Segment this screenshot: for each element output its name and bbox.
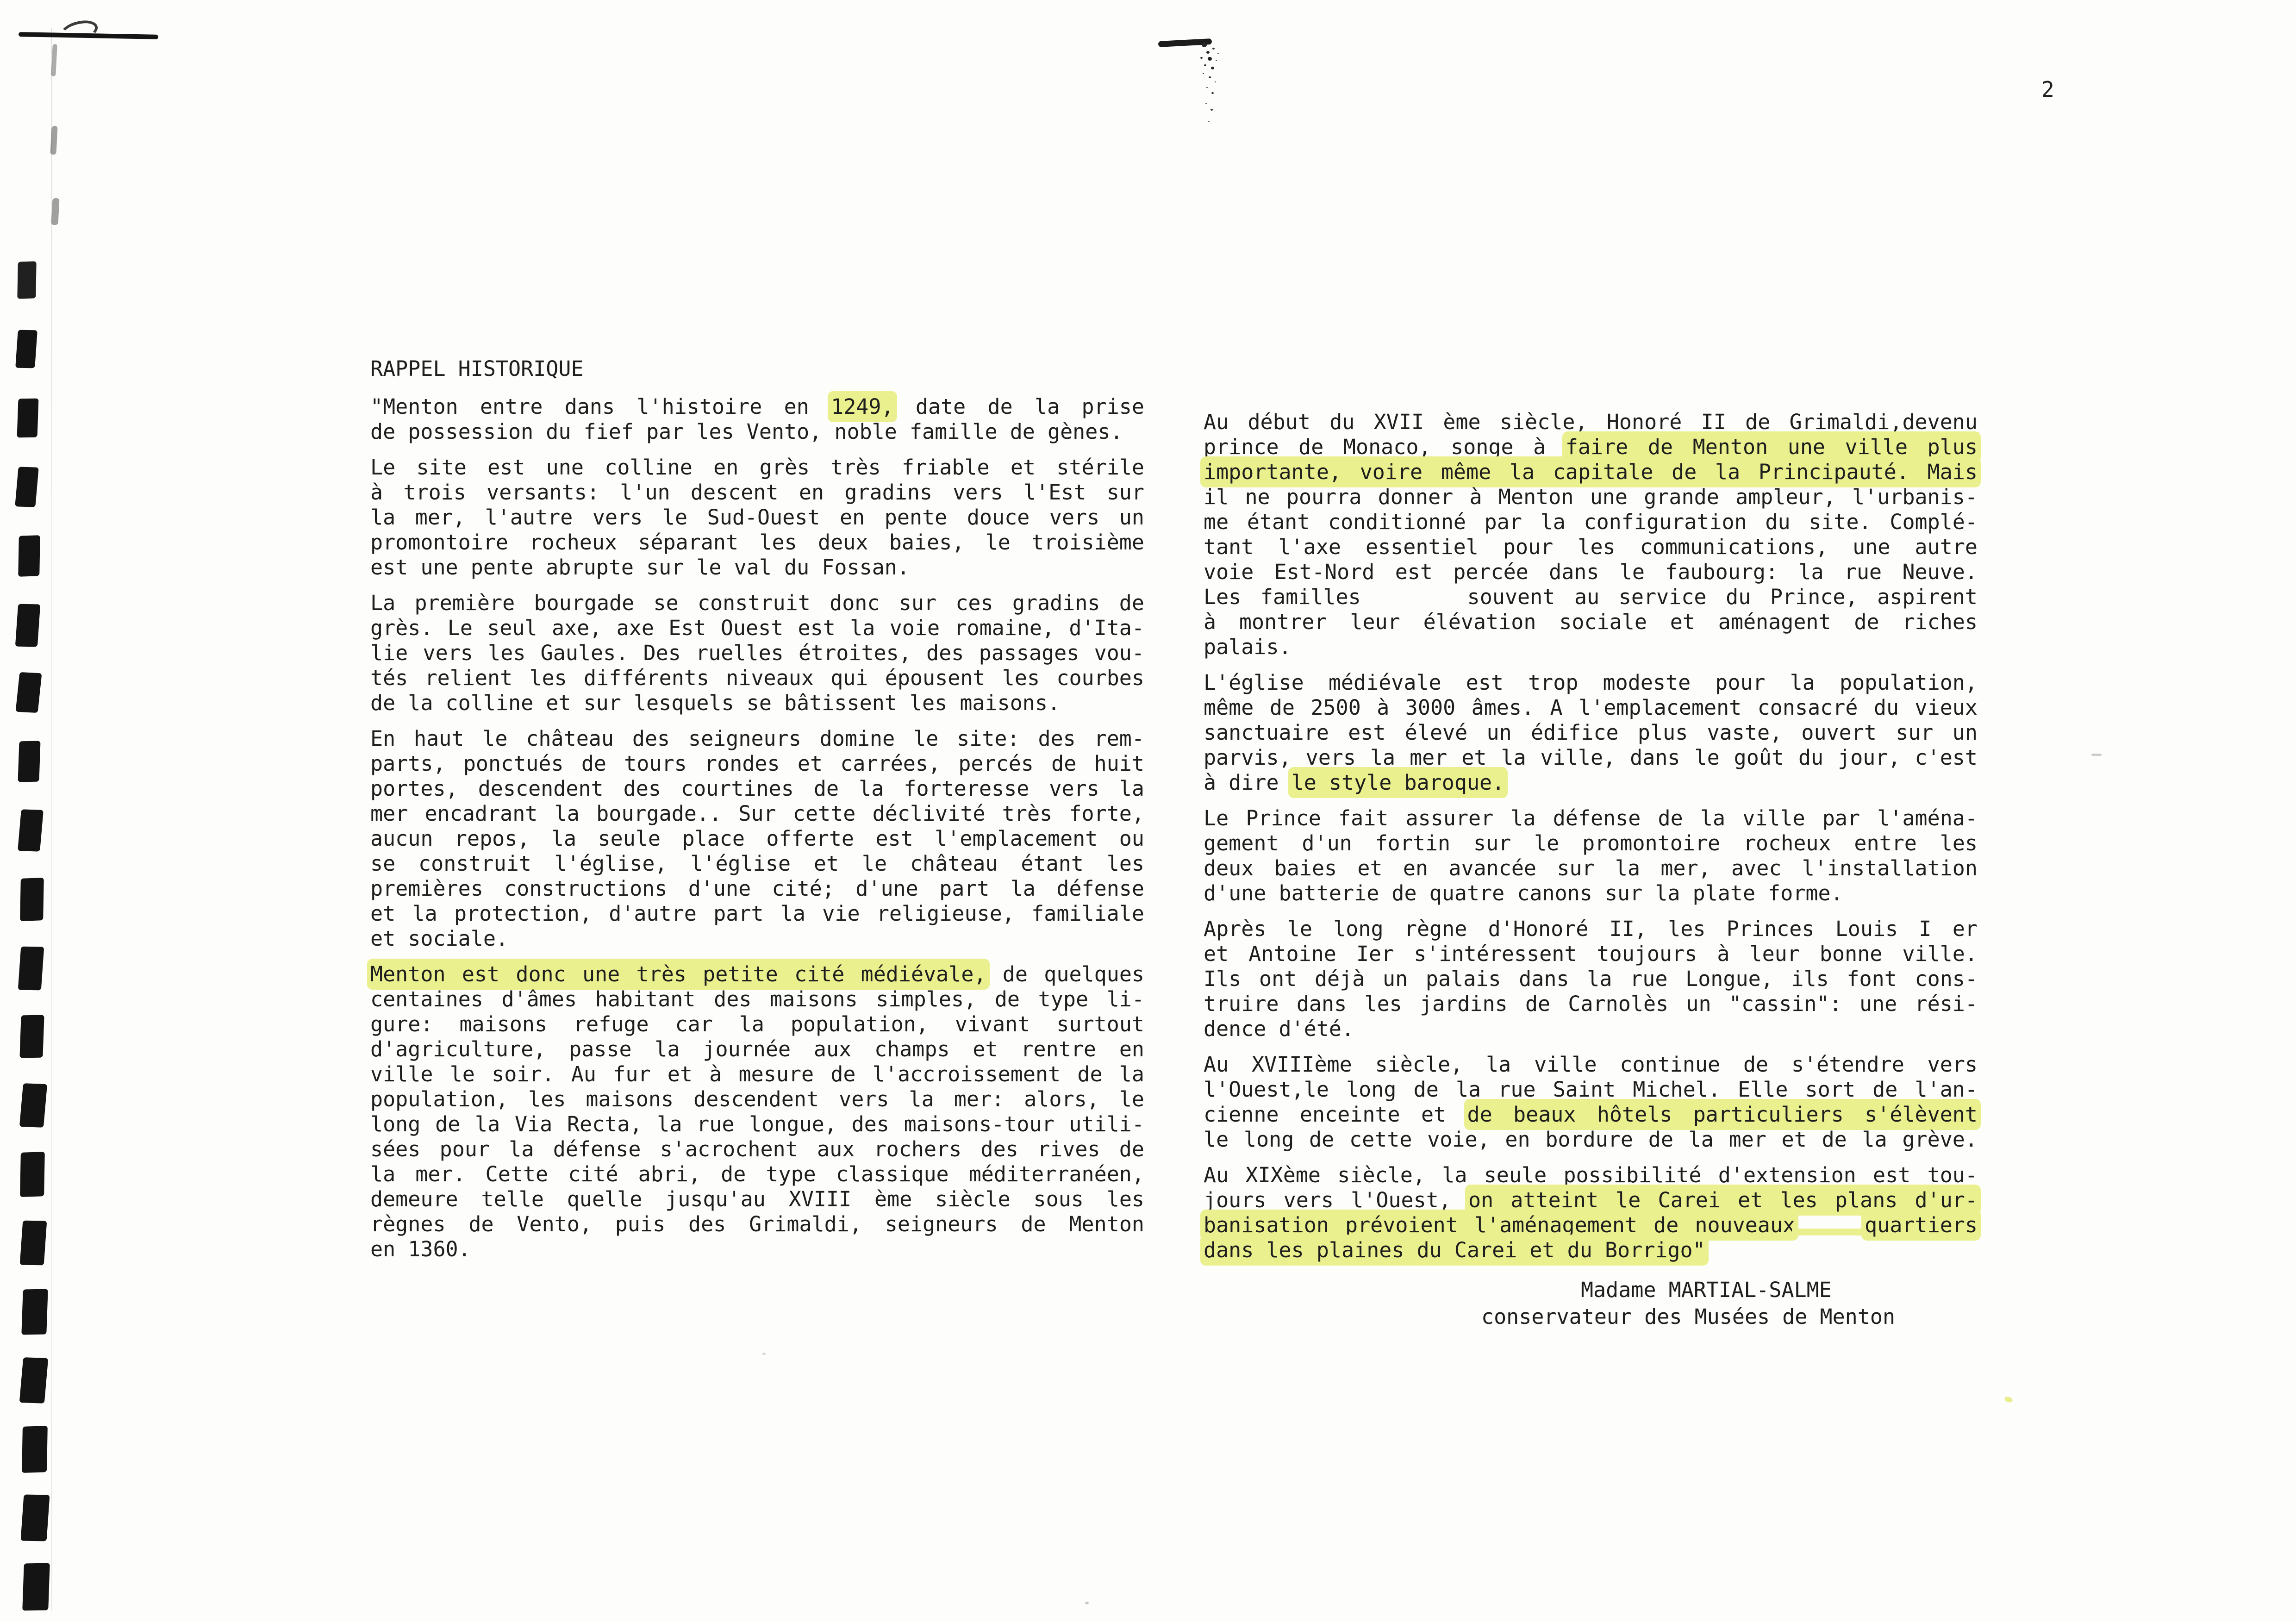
- text-line: [370, 1112, 1144, 1137]
- text-segment: et la protection, d'autre part la vie religieuse, familiale: [370, 901, 1144, 926]
- page-edge-line: [51, 28, 52, 1611]
- text-line: [1204, 635, 1978, 660]
- binding-mark: [19, 1083, 47, 1128]
- text-line: [1204, 1188, 1978, 1213]
- text-line: [1204, 806, 1978, 831]
- text-line: [370, 394, 1144, 419]
- text-segment: jours vers l'Ouest,: [1204, 1188, 1469, 1212]
- text-line: [370, 926, 1144, 951]
- text-line: [370, 1062, 1144, 1087]
- document-title: RAPPEL HISTORIQUE: [370, 356, 584, 381]
- page-number: 2: [2041, 77, 2054, 102]
- text-segment: La première bourgade se construit donc sur ces gradins de: [370, 591, 1144, 615]
- text-segment: portes, descendent des courtines de la forteresse vers la: [370, 776, 1144, 801]
- text-segment: souvent au service du Prince, aspirent: [1467, 585, 1978, 609]
- highlighted-text: 1249,: [831, 394, 894, 419]
- paragraph: [1204, 670, 1978, 795]
- text-line: [1204, 535, 1978, 560]
- text-segment: la mer, l'autre vers le Sud-Ouest en pente douce vers un: [370, 505, 1144, 530]
- text-line: [1204, 992, 1978, 1017]
- text-segment: voie Est-Nord est percée dans le faubourg: la rue Neuve.: [1204, 560, 1978, 584]
- binding-mark: [18, 535, 40, 577]
- text-segment: et Antoine Ier s'intéressent toujours à leur bonne ville.: [1204, 942, 1978, 966]
- text-line: [370, 555, 1144, 580]
- top-scan-curl: [58, 17, 100, 45]
- text-segment: sanctuaire est élevé un édifice plus vaste, ouvert sur un: [1204, 720, 1978, 745]
- binding-mark: [19, 1015, 44, 1058]
- highlighted-text: le style baroque.: [1291, 770, 1505, 795]
- text-line: [370, 530, 1144, 555]
- paragraph: [370, 962, 1144, 1262]
- text-segment: "Menton entre dans l'histoire en: [370, 394, 831, 419]
- binding-mark: [20, 878, 44, 921]
- text-segment: l'Ouest,le long de la rue Saint Michel. Elle sort de l'an-: [1204, 1077, 1978, 1102]
- text-line: [370, 1162, 1144, 1187]
- text-segment: en 1360.: [370, 1237, 471, 1261]
- text-line: [1204, 435, 1978, 460]
- text-line: [370, 751, 1144, 776]
- text-segment: promontoire rocheux séparant les deux baies, le troisième: [370, 530, 1144, 555]
- text-line: [370, 691, 1144, 716]
- text-line: [1204, 942, 1978, 967]
- text-line: [1204, 410, 1978, 435]
- text-line: [1204, 745, 1978, 770]
- text-segment: aucun repos, la seule place offerte est l'emplacement ou: [370, 826, 1144, 851]
- highlighted-text: dans les plaines du Carei et du Borrigo": [1204, 1238, 1705, 1262]
- text-segment: centaines d'âmes habitant des maisons simples, de type li-: [370, 987, 1144, 1011]
- dust-speck: [762, 1353, 766, 1355]
- highlighted-text: on atteint le Carei et les plans d'ur-: [1468, 1188, 1978, 1212]
- text-line: [1204, 917, 1978, 942]
- text-segment: à trois versants: l'un descent en gradins vers l'Est sur: [370, 480, 1144, 505]
- text-segment: long de la Via Recta, la rue longue, des maisons-tour utili-: [370, 1112, 1144, 1136]
- text-segment: population, les maisons descendent vers la mer: alors, le: [370, 1087, 1144, 1111]
- top-scan-line: [19, 32, 158, 39]
- binding-mark: [17, 261, 36, 299]
- highlighted-text: de beaux hôtels particuliers s'élèvent: [1467, 1102, 1978, 1127]
- text-segment: date de la prise: [893, 394, 1144, 419]
- text-line: [370, 851, 1144, 876]
- dust-speck: [2091, 754, 2102, 756]
- binding-mark: [15, 604, 40, 647]
- text-segment: ville le soir. Au fur et à mesure de l'accroissement de la: [370, 1062, 1144, 1086]
- text-line: [370, 1212, 1144, 1237]
- binding-mark: [19, 1357, 49, 1404]
- text-segment: mer encadrant la bourgade.. Sur cette déclivité très forte,: [370, 801, 1144, 826]
- text-line: [370, 776, 1144, 801]
- text-line: [370, 1187, 1144, 1212]
- paragraph: [1204, 806, 1978, 906]
- text-segment: et sociale.: [370, 926, 509, 951]
- text-line: [370, 1087, 1144, 1112]
- text-segment: Le site est une colline en grès très friable et stérile: [370, 455, 1144, 480]
- text-segment: tant l'axe essentiel pour les communications, une autre: [1204, 535, 1978, 559]
- highlighted-text: quartiers: [1865, 1213, 1978, 1237]
- text-line: [1204, 485, 1978, 510]
- text-segment: règnes de Vento, puis des Grimaldi, seigneurs de Menton: [370, 1212, 1144, 1236]
- text-line: [1204, 610, 1978, 635]
- text-segment: sées pour la défense s'acrochent aux rochers des rives de: [370, 1137, 1144, 1161]
- text-segment: grès. Le seul axe, axe Est Ouest est la voie romaine, d'Ita-: [370, 616, 1144, 640]
- binding-mark: [16, 672, 42, 713]
- text-segment: lie vers les Gaules. Des ruelles étroites, des passages vou-: [370, 641, 1144, 665]
- text-line: [370, 1137, 1144, 1162]
- paragraph: [370, 455, 1144, 580]
- text-line: [1204, 670, 1978, 695]
- ink-smudge-dash: [1158, 38, 1212, 47]
- binding-mark: [51, 198, 59, 225]
- text-segment: Ils ont déjà un palais dans la rue Longue, ils font cons-: [1204, 967, 1978, 991]
- text-line: [370, 419, 1144, 444]
- binding-mark: [20, 1152, 45, 1197]
- text-line: [1204, 831, 1978, 856]
- text-segment: d'une batterie de quatre canons sur la plate forme.: [1204, 881, 1843, 905]
- highlighted-text: banisation prévoient l'aménagement de nouveaux: [1204, 1213, 1796, 1237]
- text-segment: à dire: [1204, 770, 1292, 795]
- text-segment: parvis, vers la mer et la ville, dans le goût du jour, c'est: [1204, 745, 1978, 770]
- text-segment: parts, ponctués de tours rondes et carrées, percés de huit: [370, 751, 1144, 776]
- text-line: [370, 801, 1144, 826]
- text-line: [1204, 510, 1978, 535]
- text-segment: le long de cette voie, en bordure de la mer et de la grève.: [1204, 1127, 1978, 1152]
- text-segment: gement d'un fortin sur le promontoire rocheux entre les: [1204, 831, 1978, 855]
- text-segment: gure: maisons refuge car la population, vivant surtout: [370, 1012, 1144, 1036]
- text-segment: cienne enceinte et: [1204, 1102, 1467, 1127]
- highlighted-text: faire de Menton une ville plus: [1565, 435, 1978, 459]
- text-line: [1204, 1052, 1978, 1077]
- text-line: [370, 480, 1144, 505]
- text-segment: Au XVIIIème siècle, la ville continue de s'étendre vers: [1204, 1052, 1978, 1077]
- text-segment: En haut le château des seigneurs domine le site: des rem-: [370, 726, 1144, 751]
- binding-mark: [21, 1495, 50, 1541]
- left-column-text: [370, 394, 1144, 1262]
- text-line: [1204, 770, 1978, 795]
- text-line: [1204, 1163, 1978, 1188]
- text-line: [370, 666, 1144, 691]
- text-line: [370, 962, 1144, 987]
- text-line: [1204, 695, 1978, 720]
- binding-mark: [18, 809, 44, 851]
- text-line: [1204, 967, 1978, 992]
- binding-mark: [21, 1289, 48, 1335]
- highlighted-text: Menton est donc une très petite cité médiévale,: [370, 962, 986, 986]
- text-segment: palais.: [1204, 635, 1292, 659]
- text-segment: deux baies et en avancée sur la mer, avec l'installation: [1204, 856, 1978, 880]
- paragraph: [370, 726, 1144, 951]
- text-line: [1204, 460, 1978, 485]
- right-column: [1204, 410, 1978, 1273]
- text-segment: la mer. Cette cité abri, de type classique méditerranéen,: [370, 1162, 1144, 1186]
- text-segment: est une pente abrupte sur le val du Fossan.: [370, 555, 910, 580]
- text-segment: Les familles: [1204, 585, 1361, 609]
- text-segment: se construit l'église, l'église et le château étant les: [370, 851, 1144, 876]
- text-segment: tés relient les différents niveaux qui épousent les courbes: [370, 666, 1144, 690]
- text-segment: premières constructions d'une cité; d'une part la défense: [370, 876, 1144, 901]
- text-segment: même de 2500 à 3000 âmes. A l'emplacement consacré du vieux: [1204, 695, 1978, 720]
- text-line: [370, 987, 1144, 1012]
- text-line: [1204, 585, 1978, 610]
- text-line: [370, 876, 1144, 901]
- paragraph: [1204, 410, 1978, 660]
- text-line: [370, 616, 1144, 641]
- text-line: [370, 1012, 1144, 1037]
- binding-mark: [15, 467, 38, 507]
- text-line: [1204, 560, 1978, 585]
- text-line: [370, 455, 1144, 480]
- binding-mark: [50, 126, 57, 155]
- text-segment: à montrer leur élévation sociale et aménagent de riches: [1204, 610, 1978, 634]
- right-column-text: [1204, 410, 1978, 1263]
- signature-name: Madame MARTIAL-SALME: [1581, 1278, 1832, 1302]
- binding-mark: [18, 741, 40, 782]
- binding-mark: [17, 399, 39, 438]
- binding-mark: [22, 1426, 48, 1473]
- text-segment: me étant conditionné par la configuration du site. Complé-: [1204, 510, 1978, 534]
- text-line: [1204, 720, 1978, 745]
- paragraph: [370, 394, 1144, 444]
- paragraph: [370, 591, 1144, 716]
- text-segment: truire dans les jardins de Carnolès un "cassin": une rési-: [1204, 992, 1978, 1016]
- text-line: [370, 1237, 1144, 1262]
- text-line: [1204, 1238, 1978, 1263]
- left-column: [370, 356, 1144, 1273]
- text-segment: de la colline et sur lesquels se bâtissent les maisons.: [370, 691, 1061, 715]
- ink-smudge-speckle: [1202, 43, 1207, 47]
- binding-mark: [18, 947, 44, 991]
- signature-role: conservateur des Musées de Menton: [1481, 1304, 1896, 1329]
- text-line: [1204, 881, 1978, 906]
- text-segment: L'église médiévale est trop modeste pour la population,: [1204, 670, 1978, 695]
- text-line: [370, 591, 1144, 616]
- highlighted-text: importante, voire même la capitale de la Principauté. Mais: [1204, 460, 1978, 484]
- text-segment: il ne pourra donner à Menton une grande ampleur, l'urbanis-: [1204, 485, 1978, 509]
- text-line: [370, 505, 1144, 530]
- binding-mark: [22, 1563, 50, 1610]
- text-segment: dence d'été.: [1204, 1017, 1354, 1041]
- text-line: [1204, 856, 1978, 881]
- text-segment: d'agriculture, passe la journée aux champs et rentre en: [370, 1037, 1144, 1061]
- text-segment: de possession du fief par les Vento, noble famille de gènes.: [370, 419, 1123, 444]
- text-line: [1204, 1127, 1978, 1152]
- binding-mark: [51, 44, 57, 76]
- binding-mark: [20, 1221, 47, 1266]
- text-line: [370, 826, 1144, 851]
- text-line: [1204, 1102, 1978, 1127]
- text-line: [1204, 1017, 1978, 1042]
- paragraph: [1204, 917, 1978, 1042]
- text-line: [370, 1037, 1144, 1062]
- dust-speck: [1085, 1602, 1089, 1604]
- text-line: [1204, 1213, 1978, 1238]
- text-line: [370, 901, 1144, 926]
- highlighter-speck: [2004, 1396, 2014, 1403]
- text-segment: Le Prince fait assurer la défense de la ville par l'aména-: [1204, 806, 1978, 830]
- text-segment: Après le long règne d'Honoré II, les Princes Louis I er: [1204, 917, 1978, 941]
- text-segment: prince de Monaco, songe à: [1204, 435, 1566, 459]
- text-segment: demeure telle quelle jusqu'au XVIII ème siècle sous les: [370, 1187, 1144, 1211]
- paragraph: [1204, 1052, 1978, 1152]
- paragraph: [1204, 1163, 1978, 1263]
- text-segment: Au XIXème siècle, la seule possibilité d'extension est tou-: [1204, 1163, 1978, 1187]
- text-segment: de quelques: [986, 962, 1144, 986]
- binding-mark: [15, 330, 37, 368]
- text-line: [370, 726, 1144, 751]
- text-line: [1204, 1077, 1978, 1102]
- text-line: [370, 641, 1144, 666]
- text-segment: Au début du XVII ème siècle, Honoré II de Grimaldi,devenu: [1204, 410, 1978, 434]
